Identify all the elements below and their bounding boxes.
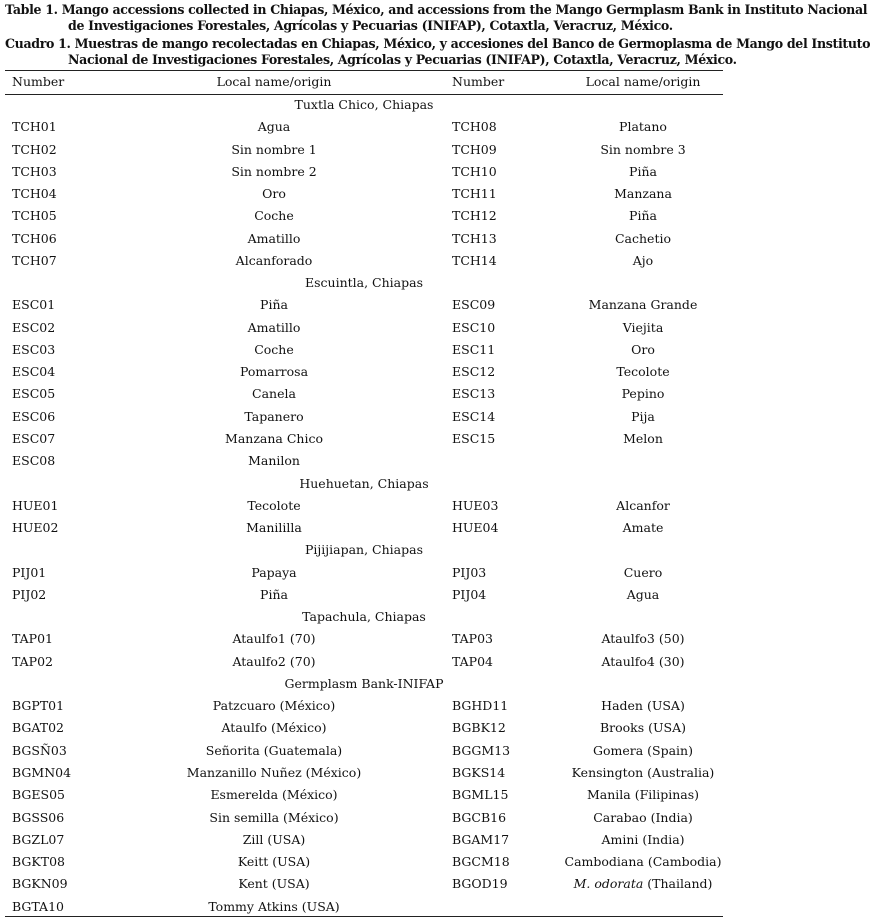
table-top-rule bbox=[5, 70, 723, 71]
accession-number: TCH06 bbox=[12, 230, 57, 246]
local-name: Agua bbox=[257, 119, 291, 135]
region-row bbox=[0, 539, 730, 561]
table-row bbox=[0, 294, 730, 316]
local-name: Piña bbox=[260, 586, 288, 602]
local-name: Coche bbox=[254, 208, 294, 224]
table-row bbox=[0, 651, 730, 673]
accession-number: TCH03 bbox=[12, 163, 57, 179]
local-name: Manila (Filipinas) bbox=[586, 787, 700, 803]
accession-number: ESC06 bbox=[12, 408, 56, 424]
accession-number: BGML15 bbox=[452, 787, 509, 803]
accession-number: HUE03 bbox=[452, 497, 499, 513]
local-name: Pomarrosa bbox=[239, 364, 309, 380]
accession-number: TCH01 bbox=[12, 119, 57, 135]
caption-line: Cuadro 1. Muestras de mango recolectadas en Chiapas, México, y accesiones del Banco de Germoplasma de Mango del Instituto bbox=[5, 36, 870, 51]
accession-number: ESC03 bbox=[12, 341, 56, 357]
accession-number: ESC10 bbox=[452, 319, 496, 335]
table-row bbox=[0, 250, 730, 272]
region-label: Tuxtla Chico, Chiapas bbox=[294, 97, 434, 112]
local-name: Alcanforado bbox=[235, 252, 313, 268]
column-header-number: Number bbox=[452, 74, 505, 89]
region-row bbox=[0, 606, 730, 628]
accession-number: TAP02 bbox=[12, 653, 53, 669]
local-name: Sin semilla (México) bbox=[209, 809, 339, 825]
column-header-number: Number bbox=[12, 74, 65, 89]
accession-number: TCH09 bbox=[452, 141, 497, 157]
table-row bbox=[0, 161, 730, 183]
column-header-local-name: Local name/origin bbox=[585, 74, 701, 89]
local-name: Patzcuaro (México) bbox=[212, 698, 336, 714]
local-name: Sin nombre 1 bbox=[231, 141, 317, 157]
accession-number: BGTA10 bbox=[12, 898, 64, 914]
table-row bbox=[0, 628, 730, 650]
accession-number: BGKT08 bbox=[12, 854, 65, 870]
accession-number: BGZL07 bbox=[12, 831, 65, 847]
table-row bbox=[0, 829, 730, 851]
region-label: Huehuetan, Chiapas bbox=[299, 475, 429, 491]
local-name: Viejita bbox=[622, 319, 664, 335]
local-name: Amatillo bbox=[247, 319, 301, 335]
region-row bbox=[0, 94, 730, 116]
local-name: Manilon bbox=[248, 453, 300, 469]
local-name: Cambodiana (Cambodia) bbox=[564, 854, 722, 870]
table-row bbox=[0, 317, 730, 339]
accession-number: TCH04 bbox=[12, 186, 57, 202]
accession-number: TAP03 bbox=[452, 631, 493, 647]
accession-number: TCH13 bbox=[452, 230, 497, 246]
region-label: Germplasm Bank-INIFAP bbox=[284, 675, 444, 691]
local-name: Amate bbox=[622, 520, 664, 536]
accession-number: ESC09 bbox=[452, 297, 496, 313]
table-row bbox=[0, 116, 730, 138]
local-name: Ataulfo1 (70) bbox=[232, 631, 316, 647]
local-name: Melon bbox=[623, 430, 663, 446]
accession-number: BGHD11 bbox=[452, 698, 509, 714]
caption-line: Table 1. Mango accessions collected in Chiapas, México, and accessions from the Mango Germplasm Bank in Instituto Nacional bbox=[5, 2, 868, 17]
local-name: Gomera (Spain) bbox=[593, 742, 693, 758]
region-label: Pijijiapan, Chiapas bbox=[305, 542, 423, 558]
accession-number: HUE04 bbox=[452, 520, 499, 536]
accession-number: BGAM17 bbox=[452, 831, 510, 847]
accession-number: ESC05 bbox=[12, 386, 56, 402]
accession-number: PIJ04 bbox=[452, 586, 487, 602]
table-row bbox=[0, 740, 730, 762]
accession-number: BGKS14 bbox=[452, 764, 506, 780]
local-name: Pija bbox=[631, 408, 655, 424]
region-label: Escuintla, Chiapas bbox=[305, 275, 423, 291]
local-name: Piña bbox=[629, 163, 657, 179]
local-name: Carabao (India) bbox=[593, 809, 693, 825]
local-name: Ataulfo3 (50) bbox=[601, 631, 685, 647]
local-name: Sin nombre 2 bbox=[231, 163, 317, 179]
accession-number: ESC14 bbox=[452, 408, 496, 424]
table-row bbox=[0, 873, 730, 895]
local-name: Manzana Chico bbox=[225, 430, 323, 446]
accession-number: TAP01 bbox=[12, 631, 53, 647]
region-row bbox=[0, 272, 730, 294]
accession-number: BGBK12 bbox=[452, 720, 506, 736]
local-name: Agua bbox=[626, 586, 660, 602]
accession-number: TCH05 bbox=[12, 208, 57, 224]
local-name: Platano bbox=[619, 119, 667, 135]
table-row bbox=[0, 428, 730, 450]
table-row bbox=[0, 228, 730, 250]
table-row bbox=[0, 383, 730, 405]
table-row bbox=[0, 807, 730, 829]
accession-number: TAP04 bbox=[452, 653, 493, 669]
species-name: M. odorata bbox=[573, 876, 644, 892]
table-row bbox=[0, 896, 730, 918]
region-row bbox=[0, 673, 730, 695]
accession-number: ESC12 bbox=[452, 364, 496, 380]
accession-number: HUE02 bbox=[12, 520, 59, 536]
local-name: Cachetio bbox=[614, 230, 671, 246]
local-name: Manililla bbox=[246, 520, 302, 536]
accession-number: ESC04 bbox=[12, 364, 56, 380]
local-name: Esmerelda (México) bbox=[210, 787, 338, 803]
local-name: Pepino bbox=[621, 386, 665, 402]
table-row bbox=[0, 717, 730, 739]
local-name bbox=[543, 877, 743, 891]
accession-number: ESC01 bbox=[12, 297, 56, 313]
local-name: Ataulfo (México) bbox=[221, 720, 327, 736]
accession-number: BGAT02 bbox=[12, 720, 64, 736]
table-row bbox=[0, 339, 730, 361]
local-name: Piña bbox=[629, 208, 657, 224]
table-row bbox=[0, 450, 730, 472]
table-row bbox=[0, 584, 730, 606]
local-name: Kent (USA) bbox=[238, 876, 310, 892]
accession-number: ESC07 bbox=[12, 430, 56, 446]
accession-number: BGCM18 bbox=[452, 854, 510, 870]
accession-number: TCH02 bbox=[12, 141, 57, 157]
accession-number: BGCB16 bbox=[452, 809, 507, 825]
local-name: Ataulfo4 (30) bbox=[601, 653, 685, 669]
local-name: Oro bbox=[262, 186, 286, 202]
local-name: Sin nombre 3 bbox=[600, 141, 686, 157]
local-name: Haden (USA) bbox=[601, 698, 685, 714]
caption-line: Nacional de Investigaciones Forestales, Agrícolas y Pecuarias (INIFAP), Cotaxtla, Veracruz, México. bbox=[68, 52, 737, 67]
accession-number: TCH10 bbox=[452, 163, 497, 179]
accession-number: HUE01 bbox=[12, 497, 59, 513]
accession-number: TCH11 bbox=[452, 186, 497, 202]
local-name: Tecolote bbox=[616, 364, 670, 380]
accession-number: BGES05 bbox=[12, 787, 65, 803]
local-name: Manzana Grande bbox=[588, 297, 698, 313]
table-row bbox=[0, 695, 730, 717]
accession-number: PIJ03 bbox=[452, 564, 487, 580]
table-row bbox=[0, 183, 730, 205]
accession-number: ESC11 bbox=[452, 341, 496, 357]
table-row bbox=[0, 784, 730, 806]
local-name: Amatillo bbox=[247, 230, 301, 246]
local-name: Amini (India) bbox=[601, 831, 685, 847]
table-row bbox=[0, 495, 730, 517]
region-row bbox=[0, 473, 730, 495]
accession-number: BGMN04 bbox=[12, 764, 72, 780]
accession-number: ESC08 bbox=[12, 453, 56, 469]
local-name: Papaya bbox=[251, 564, 297, 580]
accession-number: BGOD19 bbox=[452, 876, 508, 892]
local-name: Keitt (USA) bbox=[237, 854, 311, 870]
caption-line: de Investigaciones Forestales, Agrícolas y Pecuarias (INIFAP), Cotaxtla, Veracruz, México. bbox=[68, 18, 673, 33]
accession-number: BGPT01 bbox=[12, 698, 65, 714]
table-body bbox=[0, 94, 730, 918]
local-name: Ataulfo2 (70) bbox=[232, 653, 316, 669]
accession-number: ESC02 bbox=[12, 319, 56, 335]
local-name: Canela bbox=[252, 386, 296, 402]
local-name: Zill (USA) bbox=[242, 831, 306, 847]
accession-number: BGGM13 bbox=[452, 742, 511, 758]
local-name: Oro bbox=[631, 341, 655, 357]
table-row bbox=[0, 406, 730, 428]
table-bottom-rule bbox=[5, 916, 723, 917]
accession-number: TCH07 bbox=[12, 252, 57, 268]
accession-number: TCH12 bbox=[452, 208, 497, 224]
accession-number: BGSÑ03 bbox=[12, 742, 67, 758]
local-name: Coche bbox=[254, 341, 294, 357]
local-name: Tapanero bbox=[244, 408, 304, 424]
accession-number: PIJ01 bbox=[12, 564, 47, 580]
table-row bbox=[0, 762, 730, 784]
table-caption-english bbox=[5, 2, 868, 34]
local-name: Piña bbox=[260, 297, 288, 313]
accession-number: ESC13 bbox=[452, 386, 496, 402]
table-row bbox=[0, 562, 730, 584]
table-row bbox=[0, 517, 730, 539]
origin: (Thailand) bbox=[643, 876, 713, 892]
local-name: Manzanillo Nuñez (México) bbox=[186, 764, 362, 780]
accession-number: TCH14 bbox=[452, 252, 497, 268]
table-row bbox=[0, 205, 730, 227]
accession-number: ESC15 bbox=[452, 430, 496, 446]
accession-number: PIJ02 bbox=[12, 586, 47, 602]
local-name: Ajo bbox=[632, 252, 654, 268]
local-name: Manzana bbox=[614, 186, 672, 202]
local-name: Señorita (Guatemala) bbox=[205, 742, 343, 758]
table-row bbox=[0, 851, 730, 873]
table-row bbox=[0, 139, 730, 161]
table-caption-spanish bbox=[5, 36, 870, 68]
table-row bbox=[0, 361, 730, 383]
accession-number: BGKN09 bbox=[12, 876, 68, 892]
accession-number: BGSS06 bbox=[12, 809, 65, 825]
accession-number: TCH08 bbox=[452, 119, 497, 135]
local-name: Kensington (Australia) bbox=[571, 764, 715, 780]
column-header-local-name: Local name/origin bbox=[216, 74, 332, 89]
region-label: Tapachula, Chiapas bbox=[302, 609, 426, 625]
local-name: Alcanfor bbox=[616, 497, 670, 513]
local-name: Tommy Atkins (USA) bbox=[208, 898, 340, 914]
local-name: Brooks (USA) bbox=[599, 720, 687, 736]
local-name: Tecolote bbox=[247, 497, 301, 513]
local-name: Cuero bbox=[623, 564, 663, 580]
